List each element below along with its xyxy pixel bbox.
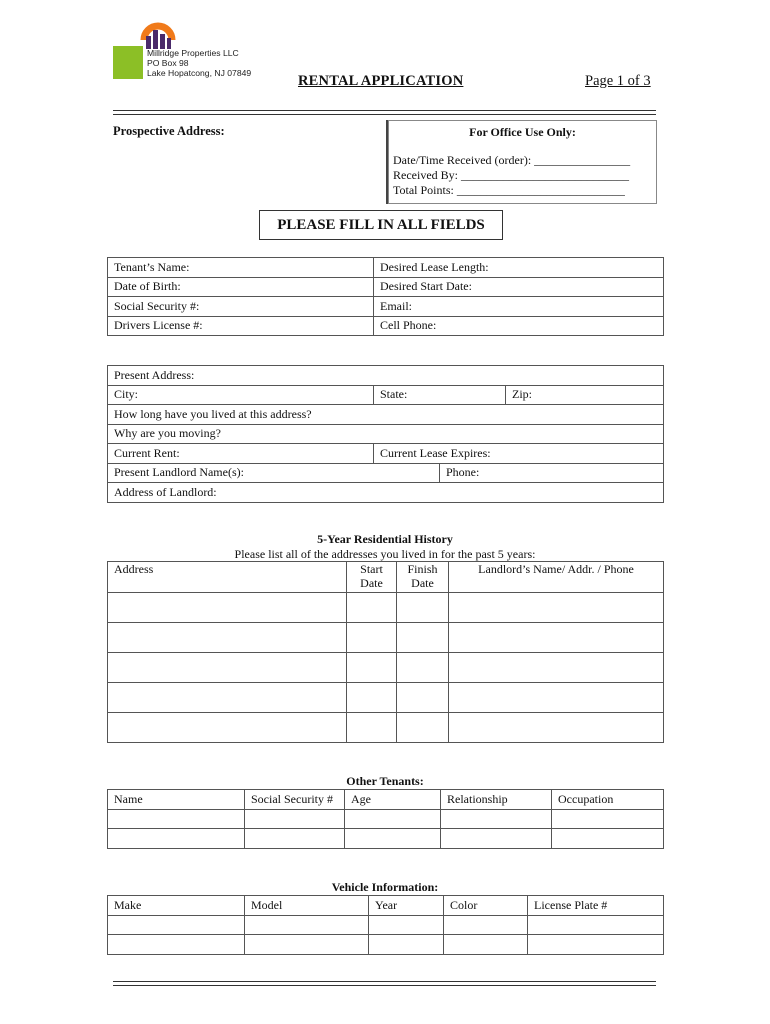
col-header-start-line1: Start <box>360 562 383 576</box>
history-finish-cell[interactable] <box>397 623 449 653</box>
bottom-rule <box>113 981 656 982</box>
history-start-cell[interactable] <box>347 683 397 713</box>
landlord-phone-field[interactable]: Phone: <box>440 463 664 483</box>
how-long-field[interactable]: How long have you lived at this address? <box>108 405 664 425</box>
history-finish-cell[interactable] <box>397 683 449 713</box>
landlord-name-field[interactable]: Present Landlord Name(s): <box>108 463 440 483</box>
col-header-plate: License Plate # <box>528 896 664 916</box>
tenant-occupation-cell[interactable] <box>552 809 664 829</box>
prospective-address-label: Prospective Address: <box>113 124 225 138</box>
vehicle-model-cell[interactable] <box>245 915 369 935</box>
page-title: RENTAL APPLICATION <box>298 73 464 89</box>
office-use-title: For Office Use Only: <box>469 125 576 139</box>
vehicle-model-cell[interactable] <box>245 935 369 955</box>
company-info <box>147 48 251 78</box>
history-title: 5-Year Residential History <box>317 532 453 546</box>
vehicle-title: Vehicle Information: <box>331 880 439 894</box>
table-row <box>108 385 664 405</box>
table-row <box>108 444 664 464</box>
col-header-start <box>347 562 397 593</box>
history-address-cell[interactable] <box>108 713 347 743</box>
vehicle-color-cell[interactable] <box>444 935 528 955</box>
col-header-finish-line2: Date <box>411 576 434 590</box>
table-row <box>108 623 664 653</box>
col-header-name: Name <box>108 790 245 810</box>
col-header-model: Model <box>245 896 369 916</box>
table-row <box>108 277 664 297</box>
col-header-ssn: Social Security # <box>245 790 345 810</box>
table-row <box>108 405 664 425</box>
col-header-make: Make <box>108 896 245 916</box>
vehicle-color-cell[interactable] <box>444 915 528 935</box>
email-field[interactable]: Email: <box>374 297 664 317</box>
col-header-finish-line1: Finish <box>407 562 438 576</box>
history-finish-cell[interactable] <box>397 713 449 743</box>
table-row <box>108 915 664 935</box>
tenant-info-table <box>107 257 664 336</box>
history-landlord-cell[interactable] <box>449 713 664 743</box>
col-header-landlord: Landlord’s Name/ Addr. / Phone <box>449 562 664 593</box>
table-row <box>108 593 664 623</box>
history-landlord-cell[interactable] <box>449 623 664 653</box>
vehicle-make-cell[interactable] <box>108 915 245 935</box>
table-row <box>108 424 664 444</box>
tenant-name-field[interactable]: Tenant’s Name: <box>108 258 374 278</box>
tenant-age-cell[interactable] <box>345 829 441 849</box>
fill-all-fields-notice: PLEASE FILL IN ALL FIELDS <box>259 210 503 240</box>
history-address-cell[interactable] <box>108 623 347 653</box>
other-tenants-table <box>107 789 664 849</box>
table-row <box>108 935 664 955</box>
current-rent-field[interactable]: Current Rent: <box>108 444 374 464</box>
vehicle-plate-cell[interactable] <box>528 935 664 955</box>
zip-field[interactable]: Zip: <box>506 385 664 405</box>
other-tenants-title: Other Tenants: <box>346 774 424 788</box>
history-start-cell[interactable] <box>347 653 397 683</box>
tenant-ssn-cell[interactable] <box>245 829 345 849</box>
history-address-cell[interactable] <box>108 593 347 623</box>
history-subtitle: Please list all of the addresses you lived in for the past 5 years: <box>234 547 536 561</box>
history-landlord-cell[interactable] <box>449 653 664 683</box>
vehicle-make-cell[interactable] <box>108 935 245 955</box>
col-header-year: Year <box>369 896 444 916</box>
ssn-field[interactable]: Social Security #: <box>108 297 374 317</box>
bottom-rule-thin <box>113 985 656 986</box>
address-table <box>107 365 664 503</box>
col-header-relationship: Relationship <box>441 790 552 810</box>
table-row <box>108 896 664 916</box>
state-field[interactable]: State: <box>374 385 506 405</box>
office-date-received: Date/Time Received (order): ________________ <box>393 153 631 167</box>
history-address-cell[interactable] <box>108 683 347 713</box>
table-row <box>108 790 664 810</box>
history-finish-cell[interactable] <box>397 593 449 623</box>
history-address-cell[interactable] <box>108 653 347 683</box>
history-landlord-cell[interactable] <box>449 683 664 713</box>
dob-field[interactable]: Date of Birth: <box>108 277 374 297</box>
history-start-cell[interactable] <box>347 713 397 743</box>
tenant-name-cell[interactable] <box>108 829 245 849</box>
history-start-cell[interactable] <box>347 623 397 653</box>
table-row <box>108 258 664 278</box>
col-header-address: Address <box>108 562 347 593</box>
vehicle-plate-cell[interactable] <box>528 915 664 935</box>
drivers-license-field[interactable]: Drivers License #: <box>108 316 374 336</box>
office-total-points: Total Points: ____________________________ <box>393 183 625 197</box>
tenant-ssn-cell[interactable] <box>245 809 345 829</box>
present-address-field[interactable]: Present Address: <box>108 366 664 386</box>
table-row <box>108 297 664 317</box>
history-start-cell[interactable] <box>347 593 397 623</box>
table-row <box>108 483 664 503</box>
tenant-age-cell[interactable] <box>345 809 441 829</box>
table-row <box>108 463 664 483</box>
lease-expires-field[interactable]: Current Lease Expires: <box>374 444 664 464</box>
start-date-field[interactable]: Desired Start Date: <box>374 277 664 297</box>
col-header-start-line2: Date <box>360 576 383 590</box>
logo-green-square <box>113 46 143 79</box>
cell-phone-field[interactable]: Cell Phone: <box>374 316 664 336</box>
history-finish-cell[interactable] <box>397 653 449 683</box>
table-row <box>108 829 664 849</box>
top-rule <box>113 110 656 111</box>
tenant-name-cell[interactable] <box>108 809 245 829</box>
history-table <box>107 561 664 743</box>
tenant-relationship-cell[interactable] <box>441 809 552 829</box>
vehicle-year-cell[interactable] <box>369 915 444 935</box>
table-row <box>108 562 664 593</box>
col-header-color: Color <box>444 896 528 916</box>
city-field[interactable]: City: <box>108 385 374 405</box>
page-number: Page 1 of 3 <box>585 73 651 89</box>
table-row <box>108 713 664 743</box>
why-moving-field[interactable]: Why are you moving? <box>108 424 664 444</box>
lease-length-field[interactable]: Desired Lease Length: <box>374 258 664 278</box>
col-header-occupation: Occupation <box>552 790 664 810</box>
vehicle-table <box>107 895 664 955</box>
company-address-2: Lake Hopatcong, NJ 07849 <box>147 68 252 78</box>
company-address-1: PO Box 98 <box>147 58 189 68</box>
col-header-finish <box>397 562 449 593</box>
table-row <box>108 366 664 386</box>
col-header-age: Age <box>345 790 441 810</box>
history-landlord-cell[interactable] <box>449 593 664 623</box>
landlord-address-field[interactable]: Address of Landlord: <box>108 483 664 503</box>
vehicle-year-cell[interactable] <box>369 935 444 955</box>
office-received-by: Received By: ____________________________ <box>393 168 629 182</box>
table-row <box>108 683 664 713</box>
tenant-occupation-cell[interactable] <box>552 829 664 849</box>
top-rule-thin <box>113 114 656 115</box>
company-name: Millridge Properties LLC <box>147 48 239 58</box>
office-use-box <box>388 120 657 204</box>
table-row <box>108 316 664 336</box>
tenant-relationship-cell[interactable] <box>441 829 552 849</box>
table-row <box>108 809 664 829</box>
table-row <box>108 653 664 683</box>
